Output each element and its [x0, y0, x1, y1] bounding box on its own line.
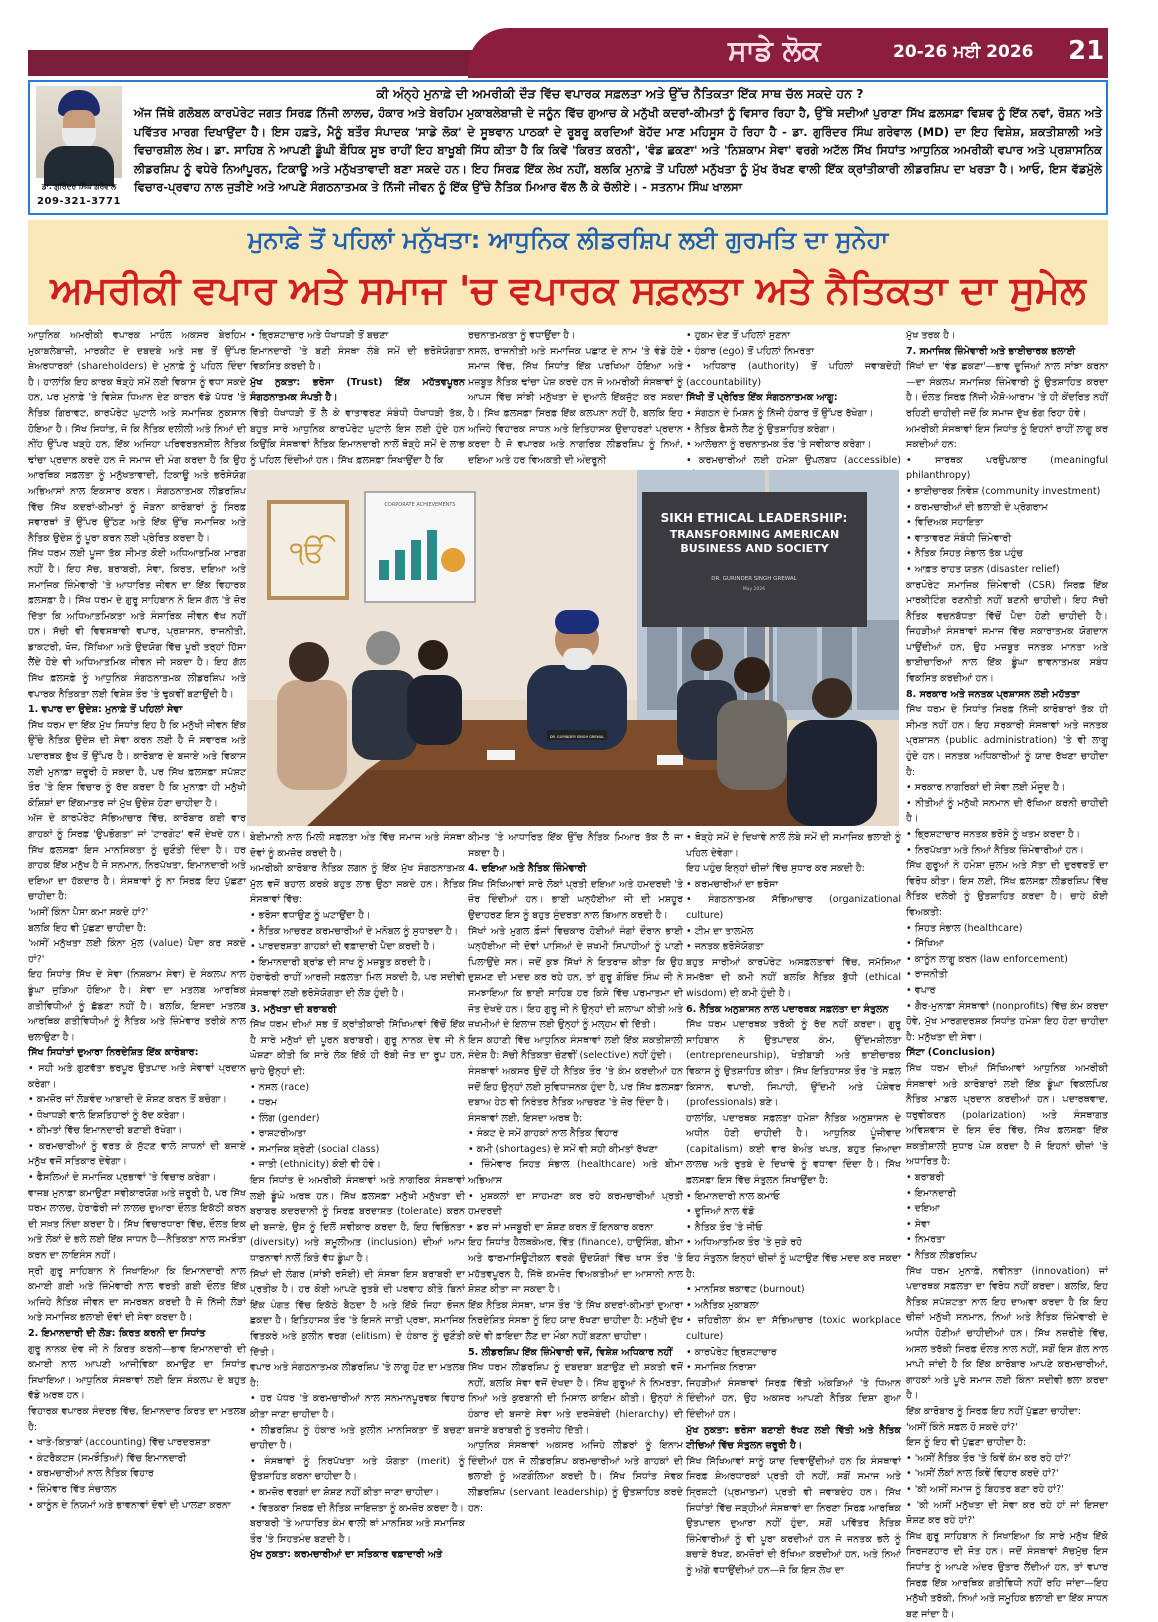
paragraph: 7. ਸਮਾਜਿਕ ਜ਼ਿੰਮੇਵਾਰੀ ਅਤੇ ਭਾਈਚਾਰਕ ਭਲਾਈ — [906, 345, 1076, 357]
paragraph: • 'ਅਸੀਂ ਲੋਕਾਂ ਨਾਲ ਕਿਵੇਂ ਵਿਹਾਰ ਕਰਦੇ ਹਾਂ?' — [906, 1468, 1059, 1480]
paragraph: • ਅਧਿਕਾਰ (authority) ਤੋਂ ਪਹਿਲਾਂ ਜਵਾਬਦੇਹੀ (accountability) — [686, 361, 901, 388]
paragraph: ਸਿੱਖਾਂ ਦੀ ਲੰਗਰ (ਸਾਂਝੀ ਰਸੋਈ) ਦੀ ਸੰਸਥਾ ਇਸ ਬਰਾਬਰੀ ਦਾ ਪ੍ਰਤੀਕ ਹੈ। ਹਰ ਕੋਈ ਆਪਣੇ ਰੁਤਬੇ ਦੀ ਪਰਵਾਹ ਕੀਤੇ ਬਿਨਾਂ ਇੱਕ ਪੰਗਤ ਵਿੱਚ ਇਕੱਠੇ ਬੈਠਦਾ ਹੈ ਅਤੇ ਇੱਕੋ ਜਿਹਾ ਭੋਜਨ ਛਕਦਾ ਹੈ। ਇਤਿਹਾਸਕ ਤੌਰ 'ਤੇ ਇਸਨੇ ਜਾਤੀ ਪ੍ਰਥਾ, ਸਮਾਜਿਕ ਵਿਤਕਰੇ ਅਤੇ ਕੁਲੀਨ ਵਰਗ (elitism) ਦੇ ਹੰਕਾਰ ਨੂੰ ਚੁਣੌਤੀ ਦਿੱਤੀ। — [250, 1268, 465, 1358]
paragraph: • ਕਾਰਪੋਰੇਟ ਭ੍ਰਿਸ਼ਟਾਚਾਰ — [686, 1346, 777, 1358]
paragraph: ਸਿੱਖ ਧਰਮ ਲਈ ਪੂਜਾ ਤੱਕ ਸੀਮਤ ਕੋਈ ਅਧਿਆਤਮਿਕ ਮਾਰਗ ਨਹੀਂ ਹੈ। ਇਹ ਸੱਚ, ਬਰਾਬਰੀ, ਸੇਵਾ, ਕਿਰਤ, ਦਇਆ ਅਤੇ ਸਮਾਜਿਕ ਜ਼ਿੰਮੇਵਾਰੀ 'ਤੇ ਆਧਾਰਿਤ ਜੀਵਨ ਦਾ ਇੱਕ ਵਿਹਾਰਕ ਫ਼ਲਸਫ਼ਾ ਹੈ। ਸਿੱਖ ਧਰਮ ਦੇ ਗੁਰੂ ਸਾਹਿਬਾਨ ਨੇ ਇਸ ਗੱਲ 'ਤੇ ਜ਼ੋਰ ਦਿੱਤਾ ਕਿ ਅਧਿਆਤਮਿਕਤਾ ਅਤੇ ਸੰਸਾਰਿਕ ਜੀਵਨ ਵੱਖ ਨਹੀਂ ਹਨ। ਸੱਚੀ ਵੀ ਵਿਵਸਥਾਵੀ ਵਪਾਰ, ਪ੍ਰਸ਼ਾਸਨ, ਰਾਜਨੀਤੀ, ਡਾਕਟਰੀ, ਖੋਜ, ਸਿੱਖਿਆ ਅਤੇ ਉਦਯੋਗ ਵਿੱਚ ਪੂਰੀ ਤਰ੍ਹਾਂ ਹਿੱਸਾ ਲੈਂਦੇ ਹੋਏ ਵੀ ਅਧਿਆਤਮਿਕ ਜੀਵਨ ਜੀ ਸਕਦਾ ਹੈ। ਇਹ ਗੱਲ ਸਿੱਖ ਫ਼ਲਸਫ਼ੇ ਨੂੰ ਆਧੁਨਿਕ ਸੰਗਠਨਾਤਮਕ ਲੀਡਰਸ਼ਿਪ ਅਤੇ ਵਪਾਰਕ ਨੈਤਿਕਤਾ ਲਈ ਵਿਸ਼ੇਸ਼ ਤੌਰ 'ਤੇ ਢੁਕਵੀਂ ਬਣਾਉਂਦੀ ਹੈ। — [28, 548, 246, 700]
nameplate-text: DR. GURINDER SINGH GREWAL — [549, 735, 605, 739]
meeting-photo — [247, 470, 899, 826]
paragraph: • ਧਰਮ — [250, 1097, 278, 1109]
paragraph: ਕੀਮਤ 'ਤੇ ਆਧਾਰਿਤ ਇੱਕ ਉੱਚ ਨੈਤਿਕ ਮਿਆਰ ਤੱਕ ਲੈ ਜਾ ਸਕਦਾ ਹੈ। — [468, 832, 683, 859]
paragraph: 'ਅਸੀਂ ਕਿੰਨੇ ਸਫ਼ਲ ਹੋ ਸਕਦੇ ਹਾਂ?' — [906, 1421, 1018, 1433]
paragraph: 'ਅਸੀਂ ਕਿੰਨਾ ਪੈਸਾ ਕਮਾ ਸਕਦੇ ਹਾਂ?' — [28, 906, 149, 918]
paragraph: ਆਧੁਨਿਕ ਸੰਸਥਾਵਾਂ ਅਕਸਰ ਅਜਿਹੇ ਲੀਡਰਾਂ ਨੂੰ ਇਨਾਮ ਦਿੰਦੀਆਂ ਹਨ ਜੋ ਲੀਡਰਸ਼ਿਪ ਕਰਮਚਾਰੀਆਂ ਅਤੇ ਗਾਹਕਾਂ ਦੀ ਭਲਾਈ ਨੂੰ ਅਣਗੌਲਿਆ ਕਰਦੀ ਹੈ। ਸਿੱਖ ਸਿਧਾਂਤ ਸੇਵਕ ਲੀਡਰਸ਼ਿਪ (servant leadership) ਨੂੰ ਉਤਸ਼ਾਹਿਤ ਕਰਦੇ ਹਨ: — [468, 1440, 683, 1514]
paragraph: • ਸੰਸਥਾਵਾਂ ਨੂੰ ਨਿਰਪੱਖਤਾ ਅਤੇ ਯੋਗਤਾ (merit) ਨੂੰ ਉਤਸ਼ਾਹਿਤ ਕਰਨਾ ਚਾਹੀਦਾ ਹੈ। — [250, 1455, 465, 1483]
paragraph: • ਨੈਤਿਕ ਲੀਡਰਸ਼ਿਪ — [906, 1250, 977, 1262]
paragraph: ਅਮਰੀਕੀ ਕਾਰੋਬਾਰ ਨੈਤਿਕ ਲਗਨ ਨੂੰ ਇੱਕ ਮੁੱਖ ਸੰਗਠਨਾਤਮਕ ਮੁੱਲ ਵਜੋਂ ਬਹਾਲ ਕਰਕੇ ਬਹੁਤ ਲਾਭ ਉਠਾ ਸਕਦੇ ਹਨ। ਨੈਤਿਕ ਸੰਸਥਾਵਾਂ ਵਿੱਚ: — [250, 863, 465, 906]
paragraph: • ਕਮਜ਼ੋਰ ਵਰਗਾਂ ਦਾ ਸ਼ੋਸ਼ਣ ਨਹੀਂ ਕੀਤਾ ਜਾਣਾ ਚਾਹੀਦਾ। — [250, 1486, 440, 1498]
article-column-3-top — [468, 328, 683, 468]
paragraph: ਜਿਹੜੀਆਂ ਸੰਸਥਾਵਾਂ ਸਿਰਫ਼ ਵਿੱਤੀ ਅੰਕੜਿਆਂ 'ਤੇ ਧਿਆਨ ਦਿੰਦੀਆਂ ਹਨ, ਉਹ ਅਕਸਰ ਆਪਣੀ ਨੈਤਿਕ ਦਿਸ਼ਾ ਗੁਆ ਦਿੰਦੀਆਂ ਹਨ। — [686, 1377, 901, 1420]
paragraph: • ਫੈਸਲਿਆਂ ਦੇ ਸਮਾਜਿਕ ਪ੍ਰਭਾਵਾਂ 'ਤੇ ਵਿਚਾਰ ਕਰੇਗਾ। — [28, 1172, 217, 1184]
paragraph: ਸਿੱਖ ਧਰਮ ਦੀਆਂ ਸਿੱਖਿਆਵਾਂ ਆਧੁਨਿਕ ਅਮਰੀਕੀ ਸੰਸਥਾਵਾਂ ਅਤੇ ਕਾਰੋਬਾਰਾਂ ਲਈ ਇੱਕ ਡੂੰਘਾ ਵਿਕਲਪਿਕ ਨੈਤਿਕ ਮਾਡਲ ਪ੍ਰਦਾਨ ਕਰਦੀਆਂ ਹਨ। ਪਦਾਰਥਵਾਦ, ਧਰੁਵੀਕਰਨ (polarization) ਅਤੇ ਸੰਸਥਾਗਤ ਅਵਿਸ਼ਵਾਸ ਦੇ ਇਸ ਦੌਰ ਵਿੱਚ, ਸਿੱਖ ਫ਼ਲਸਫ਼ਾ ਇੱਕ ਸ਼ਕਤੀਸ਼ਾਲੀ ਸੁਧਾਰ ਪੇਸ਼ ਕਰਦਾ ਹੈ ਜੋ ਇਹਨਾਂ ਚੀਜ਼ਾਂ 'ਤੇ ਅਧਾਰਿਤ ਹੈ: — [906, 1062, 1108, 1168]
paragraph: ਸਿੱਖ ਧਰਮ ਪਦਾਰਥਕ ਤਰੱਕੀ ਨੂੰ ਰੱਦ ਨਹੀਂ ਕਰਦਾ। ਗੁਰੂ ਸਾਹਿਬਾਨ ਨੇ ਉਤਪਾਦਕ ਕੰਮ, ਉੱਦਮਸ਼ੀਲਤਾ (entrepreneurship), ਖੇਤੀਬਾੜੀ ਅਤੇ ਭਾਈਚਾਰਕ ਵਿਕਾਸ ਨੂੰ ਉਤਸ਼ਾਹਿਤ ਕੀਤਾ। ਸਿੱਖ ਇਤਿਹਾਸਕ ਤੌਰ 'ਤੇ ਸਫ਼ਲ ਕਿਸਾਨ, ਵਪਾਰੀ, ਸਿਪਾਹੀ, ਉੱਦਮੀ ਅਤੇ ਪੇਸ਼ੇਵਰ (professionals) ਬਣੇ। — [686, 1019, 901, 1109]
poster-date: May 2026 — [742, 587, 766, 592]
paragraph: • ਦਇਆ — [906, 1203, 940, 1215]
article-column-5 — [906, 328, 1108, 1620]
paragraph: ਕਾਰਪੋਰੇਟ ਸਮਾਜਿਕ ਜ਼ਿੰਮੇਵਾਰੀ (CSR) ਸਿਰਫ਼ ਇੱਕ ਮਾਰਕੀਟਿੰਗ ਰਣਨੀਤੀ ਨਹੀਂ ਬਣਨੀ ਚਾਹੀਦੀ। ਇਹ ਸੱਚੀ ਨੈਤਿਕ ਵਚਨਬੱਧਤਾ ਵਿੱਚੋਂ ਪੈਦਾ ਹੋਣੀ ਚਾਹੀਦੀ ਹੈ। ਜਿਹੜੀਆਂ ਸੰਸਥਾਵਾਂ ਸਮਾਜ ਵਿੱਚ ਸਕਾਰਾਤਮਕ ਯੋਗਦਾਨ ਪਾਉਂਦੀਆਂ ਹਨ, ਉਹ ਮਜ਼ਬੂਤ ਜਨਤਕ ਮਾਨਤਾ ਅਤੇ ਭਾਈਚਾਰਿਆਂ ਨਾਲ ਇੱਕ ਡੂੰਘਾ ਭਾਵਨਾਤਮਕ ਸਬੰਧ ਵਿਕਸਿਤ ਕਰਦੀਆਂ ਹਨ। — [906, 579, 1108, 685]
poster-author: DR. GURINDER SINGH GREWAL — [711, 576, 797, 582]
paragraph: ਇੱਕ ਨੈਤਿਕ ਸੰਸਥਾ, ਖਾਸ ਤੌਰ 'ਤੇ ਸਿੱਖ ਕਦਰਾਂ-ਕੀਮਤਾਂ ਦੁਆਰਾ ਨਿਰਦੇਸ਼ਿਤ ਸੰਸਥਾ ਨੂੰ ਇਹ ਯਾਦ ਰੱਖਣਾ ਚਾਹੀਦਾ ਹੈ: ਮਨੁੱਖੀ ਦੁੱਖ ਕਦੇ ਵੀ ਫ਼ਾਇਦਾ ਲੈਣ ਦਾ ਮੌਕਾ ਨਹੀਂ ਬਣਨਾ ਚਾਹੀਦਾ। — [468, 1299, 683, 1342]
paragraph: • ਸੰਕਟ ਦੇ ਸਮੇਂ ਗਾਹਕਾਂ ਨਾਲ ਨੈਤਿਕ ਵਿਹਾਰ — [468, 1128, 619, 1140]
article-column-4-bottom — [686, 830, 901, 1584]
paragraph: • ਨੈਤਿਕ ਸਿਹਤ ਸੰਭਾਲ ਤੱਕ ਪਹੁੰਚ — [906, 548, 1023, 560]
author-photo — [36, 86, 122, 178]
paragraph: • ਇਮਾਨਦਾਰੀ — [906, 1187, 957, 1199]
paragraph: • ਕਮਜ਼ੋਰ ਜਾਂ ਲੋੜਵੰਦ ਆਬਾਦੀ ਦੇ ਸ਼ੋਸ਼ਣ ਕਰਨ ਤੋਂ ਬਚੇਗਾ। — [28, 1094, 227, 1106]
paragraph: • ਨੀਤੀਆਂ ਨੂੰ ਮਨੁੱਖੀ ਸਨਮਾਨ ਦੀ ਰੱਖਿਆ ਕਰਨੀ ਚਾਹੀਦੀ ਹੈ। — [906, 797, 1108, 825]
paragraph: ਇੱਕ ਕਾਰੋਬਾਰ ਨੂੰ ਸਿਰਫ਼ ਇਹ ਨਹੀਂ ਪੁੱਛਣਾ ਚਾਹੀਦਾ: — [906, 1405, 1081, 1417]
paragraph: • ਲਿੰਗ (gender) — [250, 1112, 320, 1124]
paragraph: ਸੰਸਥਾਵਾਂ ਅਕਸਰ ਉਦੋਂ ਹੀ ਨੈਤਿਕ ਤੌਰ 'ਤੇ ਕੰਮ ਕਰਦੀਆਂ ਹਨ ਜਦੋਂ ਇਹ ਉਨ੍ਹਾਂ ਲਈ ਸੁਵਿਧਾਜਨਕ ਹੁੰਦਾ ਹੈ, ਪਰ ਸਿੱਖ ਫ਼ਲਸਫ਼ਾ ਦਬਾਅ ਹੇਠ ਵੀ ਨਿਰੰਤਰ ਨੈਤਿਕ ਆਚਰਣ 'ਤੇ ਜ਼ੋਰ ਦਿੰਦਾ ਹੈ। — [468, 1065, 683, 1109]
paragraph: • ਭਰੋਸਾ ਵਧਾਉਣ ਨੂੰ ਘਟਾਉਂਦਾ ਹੈ। — [250, 909, 371, 921]
paragraph: • ਕੰਟਰੈਕਟਸ (ਸਮਝੌਤਿਆਂ) ਵਿੱਚ ਇਮਾਨਦਾਰੀ — [28, 1452, 187, 1464]
paragraph: 1. ਵਪਾਰ ਦਾ ਉਦੇਸ਼: ਮੁਨਾਫ਼ੇ ਤੋਂ ਪਹਿਲਾਂ ਸੇਵਾ — [28, 704, 183, 716]
paragraph: • ਸੰਗਠਨ ਦੇ ਮਿਸ਼ਨ ਨੂੰ ਨਿੱਜੀ ਹੰਕਾਰ ਤੋਂ ਉੱਪਰ ਰੱਖੇਗਾ। — [686, 407, 874, 419]
paragraph: • ਕਰਮਚਾਰੀਆਂ ਦੀ ਭਲਾਈ ਦੇ ਪ੍ਰੋਗਰਾਮ — [906, 501, 1048, 513]
paragraph: • ਨਿਮਰਤਾ — [906, 1234, 945, 1246]
paragraph: ਸਿੱਖ ਧਰਮ ਮੁਨਾਫ਼ੇ, ਨਵੀਨਤਾ (innovation) ਜਾਂ ਪਦਾਰਥਕ ਸਫ਼ਲਤਾ ਦਾ ਵਿਰੋਧ ਨਹੀਂ ਕਰਦਾ। ਬਲਕਿ, ਇਹ ਨੈਤਿਕ ਸਪੱਸ਼ਟਤਾ ਨਾਲ ਇਹ ਦਾਅਵਾ ਕਰਦਾ ਹੈ ਕਿ ਇਹ ਚੀਜ਼ਾਂ ਮਨੁੱਖੀ ਸਨਮਾਨ, ਨਿਆਂ ਅਤੇ ਨੈਤਿਕ ਜ਼ਿੰਮੇਵਾਰੀ ਦੇ ਅਧੀਨ ਹੋਣੀਆਂ ਚਾਹੀਦੀਆਂ ਹਨ। ਸਿੱਖ ਨਜ਼ਰੀਏ ਵਿੱਚ, ਅਸਲ ਤਰੱਕੀ ਸਿਰਫ਼ ਦੌਲਤ ਨਾਲ ਨਹੀਂ, ਸਗੋਂ ਇਸ ਗੱਲ ਨਾਲ ਮਾਪੀ ਜਾਂਦੀ ਹੈ ਕਿ ਇੱਕ ਕਾਰੋਬਾਰ ਆਪਣੇ ਕਰਮਚਾਰੀਆਂ, ਗਾਹਕਾਂ ਅਤੇ ਪੂਰੇ ਸਮਾਜ ਲਈ ਕਿੰਨਾ ਸਦੀਵੀ ਭਲਾ ਕਰਦਾ ਹੈ। — [906, 1265, 1108, 1402]
poster-title: SIKH ETHICAL LEADERSHIP: — [660, 511, 848, 525]
paragraph: • ਵਿਤਕਰਾ ਸਿਰਫ਼ ਦੀ ਨੈਤਿਕ ਜਾਇਜ਼ਤਾ ਨੂੰ ਕਮਜ਼ੋਰ ਕਰਦਾ ਹੈ। — [250, 1502, 465, 1514]
paragraph: • ਸਮਾਜਿਕ ਸ਼੍ਰੇਣੀ (social class) — [250, 1143, 380, 1155]
paragraph: • ਕਰਮਚਾਰੀਆਂ ਨੂੰ ਵਰਤ ਕੇ ਸੁੱਟਣ ਵਾਲੇ ਸਾਧਨਾਂ ਦੀ ਬਜਾਏ ਮਨੁੱਖ ਵਜੋਂ ਸਤਿਕਾਰ ਦੇਵੇਗਾ। — [28, 1140, 246, 1168]
paragraph: • ਭ੍ਰਿਸ਼ਟਾਚਾਰ ਜਨਤਕ ਭਰੋਸੇ ਨੂੰ ਖਤਮ ਕਰਦਾ ਹੈ। — [906, 829, 1081, 840]
paragraph: ਸਿੱਖ ਧਰਮ ਦੇ ਸਿਧਾਂਤ ਸਿਰਫ਼ ਨਿੱਜੀ ਕਾਰੋਬਾਰਾਂ ਤੱਕ ਹੀ ਸੀਮਤ ਨਹੀਂ ਹਨ। ਇਹ ਸਰਕਾਰੀ ਸੰਸਥਾਵਾਂ ਅਤੇ ਜਨਤਕ ਪ੍ਰਸ਼ਾਸਨ (public administration) 'ਤੇ ਵੀ ਲਾਗੂ ਹੁੰਦੇ ਹਨ। ਜਨਤਕ ਅਧਿਕਾਰੀਆਂ ਨੂੰ ਯਾਦ ਰੱਖਣਾ ਚਾਹੀਦਾ ਹੈ: — [906, 704, 1108, 778]
paragraph: • ਇਮਾਨਦਾਰੀ ਨਾਲ ਕਮਾਓ — [686, 1190, 780, 1202]
paragraph: • ਦੂਜਿਆਂ ਨਾਲ ਵੰਡੋ — [686, 1206, 755, 1218]
paragraph: ਬੇਈਮਾਨੀ ਨਾਲ ਮਿਲੀ ਸਫ਼ਲਤਾ ਅੰਤ ਵਿੱਚ ਸਮਾਜ ਅਤੇ ਸੰਸਥਾ ਦੋਵਾਂ ਨੂੰ ਕਮਜ਼ੋਰ ਕਰਦੀ ਹੈ। — [250, 832, 465, 859]
paragraph: ਵਿਹਾਰਕ ਵਪਾਰਕ ਸੰਦਰਭ ਵਿੱਚ, ਇਮਾਨਦਾਰ ਕਿਰਤ ਦਾ ਮਤਲਬ ਹੈ: — [28, 1405, 246, 1433]
paragraph: ਬਹੁਤ ਸਾਰੀਆਂ ਕਾਰਪੋਰੇਟ ਅਸਫ਼ਲਤਾਵਾਂ ਵਿੱਚ, ਸਮੱਸਿਆ ਸਮਰੱਥਾ ਦੀ ਕਮੀ ਨਹੀਂ ਬਲਕਿ ਨੈਤਿਕ ਬੁੱਧੀ (ethical wisdom) ਦੀ ਕਮੀ ਹੁੰਦੀ ਹੈ। — [686, 956, 901, 999]
paragraph: • ਡਰ ਜਾਂ ਮਜਬੂਰੀ ਦਾ ਸ਼ੋਸ਼ਣ ਕਰਨ ਤੋਂ ਇਨਕਾਰ ਕਰਨਾ — [468, 1221, 654, 1233]
paragraph: • ਥੋੜ੍ਹੇ ਸਮੇਂ ਦੇ ਦਿਖਾਵੇ ਨਾਲੋਂ ਲੰਬੇ ਸਮੇਂ ਦੀ ਸਮਾਜਿਕ ਭਲਾਈ ਨੂੰ ਪਹਿਲ ਦੇਵੇਗਾ। — [686, 832, 901, 859]
article-column-2-top — [250, 328, 465, 468]
paragraph: ਇਹ ਪਹੁੰਚ ਇਨ੍ਹਾਂ ਚੀਜ਼ਾਂ ਵਿੱਚ ਸੁਧਾਰ ਕਰ ਸਕਦੀ ਹੈ: — [686, 863, 865, 875]
paragraph: • ਵਿਦਿਅਕ ਸਹਾਇਤਾ — [906, 517, 984, 529]
paragraph: 3. ਮਨੁੱਖਤਾ ਦੀ ਬਰਾਬਰੀ — [250, 1003, 337, 1015]
paragraph: ਸਿੱਖ ਸਿੱਖਿਆਵਾਂ ਸਾਨੂੰ ਯਾਦ ਦਿਵਾਉਂਦੀਆਂ ਹਨ ਕਿ ਸੰਸਥਾਵਾਂ ਸਿਰਫ਼ ਸ਼ੇਅਰਧਾਰਕਾਂ ਪ੍ਰਤੀ ਹੀ ਨਹੀਂ, ਸਗੋਂ ਸਮਾਜ ਅਤੇ ਸ੍ਰਿਸ਼ਟੀ (ਪ੍ਰਮਾਤਮਾ) ਪ੍ਰਤੀ ਵੀ ਜਵਾਬਦੇਹ ਹਨ। ਸਿੱਖ ਸਿਧਾਂਤਾਂ ਵਿੱਚ ਜੜ੍ਹੀਆਂ ਸੰਸਥਾਵਾਂ ਦਾ ਨਿਰਣਾ ਸਿਰਫ਼ ਆਰਥਿਕ ਉਤਪਾਦਨ ਦੁਆਰਾ ਨਹੀਂ ਹੁੰਦਾ, ਸਗੋਂ ਪਵਿੱਤਰ ਨੈਤਿਕ ਜ਼ਿੰਮੇਵਾਰੀਆਂ ਨੂੰ ਵੀ ਪੂਰਾ ਕਰਦੀਆਂ ਹਨ ਜੋ ਜਨਤਕ ਭਲੇ ਨੂੰ ਬਚਾਏ ਰੱਖਣ, ਕਮਜ਼ੋਰਾਂ ਦੀ ਰੱਖਿਆ ਕਰਦੀਆਂ ਹਨ, ਅਤੇ ਨਿਆਂ ਨੂੰ ਅੱਗੇ ਵਧਾਉਂਦੀਆਂ ਹਨ—ਜੋ ਕਿ ਇਸ ਲੇਖ ਦਾ — [686, 1455, 901, 1576]
paragraph: • ਰਾਸ਼ਟਰੀਅਤਾ — [250, 1128, 306, 1140]
paragraph: • ਕਾਨੂੰਨ ਲਾਗੂ ਕਰਨ (law enforcement) — [906, 953, 1068, 965]
paragraph: ਮੁੱਖ ਨੁਕਤਾ: ਭਰੋਸਾ (Trust) ਇੱਕ ਮਹੱਤਵਪੂਰਨ ਸੰਗਠਨਾਤਮਕ ਸੰਪਤੀ ਹੈ। — [250, 376, 465, 404]
paragraph: • ਸੰਗਠਨਾਤਮਕ ਸੱਭਿਆਚਾਰ (organizational culture) — [686, 894, 901, 921]
paragraph: • ਹੰਕਾਰ (ego) ਤੋਂ ਪਹਿਲਾਂ ਨਿਮਰਤਾ — [686, 345, 815, 357]
paragraph: • ਨੈਤਿਕ ਆਚਰਣ ਕਰਮਚਾਰੀਆਂ ਦੇ ਮਨੋਬਲ ਨੂੰ ਸੁਧਾਰਦਾ ਹੈ। — [250, 925, 459, 937]
paragraph: • ਸਮਾਜਿਕ ਨਿਰਾਸ਼ਾ — [686, 1362, 757, 1374]
paragraph: • ਅਧਿਆਤਮਿਕ ਤੌਰ 'ਤੇ ਜੁੜੇ ਰਹੋ — [686, 1237, 803, 1249]
editor-question: ਕੀ ਅੰਨ੍ਹੇ ਮੁਨਾਫ਼ੇ ਦੀ ਅਮਰੀਕੀ ਦੌੜ ਵਿੱਚ ਵਪਾਰਕ ਸਫ਼ਲਤਾ ਅਤੇ ਉੱਚ ਨੈਤਿਕਤਾ ਇੱਕ ਸਾਥ ਚੱਲ ਸਕਦੇ ਹਨ ? — [376, 86, 864, 101]
paragraph: • ਖਾਤੇ-ਕਿਤਾਬਾਂ (accounting) ਵਿੱਚ ਪਾਰਦਰਸ਼ਤਾ — [28, 1437, 211, 1449]
paragraph: • ਜਾਤੀ (ethnicity) ਕੋਈ ਵੀ ਹੋਵੇ। — [250, 1159, 381, 1171]
paragraph: • ਗੈਰ-ਮੁਨਾਫ਼ਾ ਸੰਸਥਾਵਾਂ (nonprofits) ਵਿੱਚ ਕੰਮ ਕਰਦਾ ਹੋਵੇ, ਮੁੱਖ ਮਾਰਗਦਰਸ਼ਕ ਸਿਧਾਂਤ ਹਮੇਸ਼ਾ ਇਹ ਹੋਣਾ ਚਾਹੀਦਾ ਹੈ: ਮਨੁੱਖਤਾ ਦੀ ਸੇਵਾ। — [906, 1000, 1108, 1043]
chart-frame-label: CORPORATE ACHIEVEMENTS — [384, 502, 456, 508]
paragraph: ਸਿੱਖ ਸਿੱਖਿਆਵਾਂ ਸਾਰੇ ਲੋਕਾਂ ਪ੍ਰਤੀ ਦਇਆ ਅਤੇ ਹਮਦਰਦੀ 'ਤੇ ਜ਼ੋਰ ਦਿੰਦੀਆਂ ਹਨ। ਭਾਈ ਘਨ੍ਹੱਈਆ ਜੀ ਦੀ ਮਸ਼ਹੂਰ ਉਦਾਹਰਣ ਇਸ ਨੂੰ ਬਹੁਤ ਸੁੰਦਰਤਾ ਨਾਲ ਬਿਆਨ ਕਰਦੀ ਹੈ। — [468, 878, 683, 921]
paragraph: 5. ਲੀਡਰਸ਼ਿਪ ਇੱਕ ਜ਼ਿੰਮੇਵਾਰੀ ਵਜੋਂ, ਵਿਸ਼ੇਸ਼ ਅਧਿਕਾਰ ਨਹੀਂ — [468, 1346, 673, 1358]
paragraph: ਵਪਾਰ ਅਤੇ ਸੰਗਠਨਾਤਮਕ ਲੀਡਰਸ਼ਿਪ 'ਤੇ ਲਾਗੂ ਹੋਣ ਦਾ ਮਤਲਬ ਹੈ: — [250, 1362, 465, 1389]
paragraph: • ਭ੍ਰਿਸ਼ਟਾਚਾਰ ਅਤੇ ਧੋਖਾਧੜੀ ਤੋਂ ਬਚਣਾ — [250, 330, 389, 341]
header-bar — [28, 50, 488, 76]
headline-banner — [28, 220, 1108, 325]
paragraph: ਸੰਸਥਾਵਾਂ ਲਈ, ਇਸਦਾ ਅਰਥ ਹੈ: — [468, 1112, 583, 1124]
paragraph: • 'ਅਸੀਂ ਨੈਤਿਕ ਤੌਰ 'ਤੇ ਕਿਵੇਂ ਕੰਮ ਕਰ ਰਹੇ ਹਾਂ?' — [906, 1452, 1072, 1464]
paragraph: • ਸੇਵਾ — [906, 1218, 930, 1230]
article-column-2-bottom — [250, 830, 465, 1584]
editor-note-text: ਅੱਜ ਜਿੱਥੇ ਗਲੋਬਲ ਕਾਰਪੋਰੇਟ ਜਗਤ ਸਿਰਫ਼ ਨਿੱਜੀ ਲਾਲਚ, ਹੰਕਾਰ ਅਤੇ ਬੇਰਹਿਮ ਮੁਕਾਬਲੇਬਾਜ਼ੀ ਦੇ ਜਨੂੰਨ ਵਿੱਚ ਗੁਆਚ ਕੇ ਮਨੁੱਖੀ ਕਦਰਾਂ-ਕੀਮਤਾਂ ਨੂੰ ਵਿਸਾਰ ਰਿਹਾ ਹੈ, ਉੱਥੇ ਸਦੀਆਂ ਪੁਰਾਣਾ ਸਿੱਖ ਫ਼ਲਸਫ਼ਾ ਵਿਸ਼ਵ ਨੂੰ ਇੱਕ ਨਵਾਂ, ਰੋਸ਼ਨ ਅਤੇ ਪਵਿੱਤਰ ਮਾਰਗ ਦਿਖਾਉਂਦਾ ਹੈ। ਇਸ ਹਫ਼ਤੇ, ਮੈਨੂੰ ਬਤੌਰ ਸੰਪਾਦਕ 'ਸਾਡੇ ਲੋਕ' ਦੇ ਸੂਝਵਾਨ ਪਾਠਕਾਂ ਦੇ ਰੂਬਰੂ ਕਰਦਿਆਂ ਬੇਹੱਦ ਮਾਣ ਮਹਿਸੂਸ ਹੋ ਰਿਹਾ ਹੈ - ਡਾ. ਗੁਰਿੰਦਰ ਸਿੰਘ ਗਰੇਵਾਲ (MD) ਦਾ ਇਹ ਵਿਸ਼ੇਸ਼, ਸ਼ਕਤੀਸ਼ਾਲੀ ਅਤੇ ਵਿਚਾਰਸ਼ੀਲ ਲੇਖ। ਡਾ. ਸਾਹਿਬ ਨੇ ਆਪਣੀ ਡੂੰਘੀ ਬੌਧਿਕ ਸੂਝ ਰਾਹੀਂ ਇਹ ਬਾਖੂਬੀ ਸਿੱਧ ਕੀਤਾ ਹੈ ਕਿ ਕਿਵੇਂ 'ਕਿਰਤ ਕਰਨੀ', 'ਵੰਡ ਛਕਣਾ' ਅਤੇ 'ਨਿਸ਼ਕਾਮ ਸੇਵਾ' ਵਰਗੇ ਅਟੱਲ ਸਿੱਖ ਸਿਧਾਂਤ ਆਧੁਨਿਕ ਅਮਰੀਕੀ ਵਪਾਰ ਅਤੇ ਪ੍ਰਸ਼ਾਸਨਿਕ ਲੀਡਰਸ਼ਿਪ ਨੂੰ ਵਧੇਰੇ ਨਿਆਂਪੂਰਨ, ਟਿਕਾਊ ਅਤੇ ਮਨੁੱਖਤਾਵਾਦੀ ਬਣਾ ਸਕਦੇ ਹਨ। ਇਹ ਸਿਰਫ਼ ਇੱਕ ਲੇਖ ਨਹੀਂ, ਬਲਕਿ ਮੁਨਾਫ਼ੇ ਤੋਂ ਪਹਿਲਾਂ ਮਨੁੱਖਤਾ ਨੂੰ ਮੁੱਖ ਰੱਖਣ ਵਾਲੀ ਇੱਕ ਕ੍ਰਾਂਤੀਕਾਰੀ ਲੀਡਰਸ਼ਿਪ ਦਾ ਖਰੜਾ ਹੈ। ਆਓ, ਇਸ ਵੱਡਮੁੱਲੇ ਵਿਚਾਰ-ਪ੍ਰਵਾਹ ਨਾਲ ਜੁੜੀਏ ਅਤੇ ਆਪਣੇ ਸੰਗਠਨਾਤਮਕ ਤੇ ਨਿੱਜੀ ਜੀਵਨ ਨੂੰ ਇੱਕ ਉੱਚੇ ਨੈਤਿਕ ਮਿਆਰ ਵੱਲ ਲੈ ਕੇ ਚੱਲੀਏ। - ਸਤਨਾਮ ਸਿੰਘ ਖਾਲਸਾ — [134, 106, 1102, 195]
paragraph: ਸਿੱਖਾਂ ਅਤੇ ਮੁਗਲ ਫ਼ੌਜਾਂ ਵਿਚਕਾਰ ਹੋਈਆਂ ਜੰਗਾਂ ਦੌਰਾਨ ਭਾਈ ਘਨ੍ਹੱਈਆ ਜੀ ਦੋਵਾਂ ਪਾਸਿਆਂ ਦੇ ਜ਼ਖਮੀ ਸਿਪਾਹੀਆਂ ਨੂੰ ਪਾਣੀ ਪਿਲਾਉਂਦੇ ਸਨ। ਜਦੋਂ ਕੁਝ ਸਿੱਖਾਂ ਨੇ ਇਤਰਾਜ਼ ਕੀਤਾ ਕਿ ਉਹ ਦੁਸ਼ਮਣ ਦੀ ਮਦਦ ਕਰ ਰਹੇ ਹਨ, ਤਾਂ ਗੁਰੂ ਗੋਬਿੰਦ ਸਿੰਘ ਜੀ ਨੇ ਸਮਝਾਇਆ ਕਿ ਭਾਈ ਸਾਹਿਬ ਹਰ ਕਿਸੇ ਵਿੱਚ ਪਰਮਾਤਮਾ ਦੀ ਜੋਤ ਦੇਖਦੇ ਹਨ। ਇਹ ਗੁਰੂ ਜੀ ਨੇ ਉਨ੍ਹਾਂ ਦੀ ਸ਼ਲਾਘਾ ਕੀਤੀ ਅਤੇ ਜ਼ਖਮੀਆਂ ਦੇ ਇਲਾਜ ਲਈ ਉਨ੍ਹਾਂ ਨੂੰ ਮਲ੍ਹਮ ਵੀ ਦਿੱਤੀ। — [468, 925, 683, 1031]
paragraph: • ਹੁਕਮ ਦੇਣ ਤੋਂ ਪਹਿਲਾਂ ਸੁਣਨਾ — [686, 330, 791, 341]
paragraph: ਸਿੱਖ ਧਰਮ ਲੀਡਰਸ਼ਿਪ ਨੂੰ ਦਬਦਬਾ ਬਣਾਉਣ ਦੀ ਸ਼ਕਤੀ ਵਜੋਂ ਨਹੀਂ, ਬਲਕਿ ਸੇਵਾ ਵਜੋਂ ਦੇਖਦਾ ਹੈ। ਸਿੱਖ ਗੁਰੂਆਂ ਨੇ ਨਿਮਰਤਾ, ਨਿਆਂ ਅਤੇ ਕੁਰਬਾਨੀ ਦੀ ਮਿਸਾਲ ਕਾਇਮ ਕੀਤੀ। ਉਨ੍ਹਾਂ ਨੇ ਹੰਕਾਰ ਦੀ ਬਜਾਏ ਸੇਵਾ ਅਤੇ ਦਰਜੇਬੰਦੀ (hierarchy) ਦੀ ਬਜਾਏ ਬਰਾਬਰੀ ਨੂੰ ਤਰਜੀਹ ਦਿੱਤੀ। — [468, 1362, 683, 1436]
paragraph: ਇਮਾਨਦਾਰੀ 'ਤੇ ਬਣੀ ਸੰਸਥਾ ਲੰਬੇ ਸਮੇਂ ਦੀ ਭਰੋਸੇਯੋਗਤਾ ਵਿਕਸਿਤ ਕਰਦੀ ਹੈ। — [250, 345, 465, 373]
author-phone: 209-321-3771 — [37, 196, 121, 207]
paragraph: • ਹਰ ਪੱਧਰ 'ਤੇ ਕਰਮਚਾਰੀਆਂ ਨਾਲ ਸਨਮਾਨਪੂਰਵਕ ਵਿਹਾਰ ਕੀਤਾ ਜਾਣਾ ਚਾਹੀਦਾ ਹੈ। — [250, 1393, 465, 1420]
paragraph: • ਸਹੀ ਅਤੇ ਗੁਣਵੱਤਾ ਭਰਪੂਰ ਉਤਪਾਦ ਅਤੇ ਸੇਵਾਵਾਂ ਪ੍ਰਦਾਨ ਕਰੇਗਾ। — [28, 1062, 246, 1090]
paragraph: ਇਸ ਕਹਾਣੀ ਵਿੱਚ ਆਧੁਨਿਕ ਸੰਸਥਾਵਾਂ ਲਈ ਇੱਕ ਸ਼ਕਤੀਸ਼ਾਲੀ ਸੰਦੇਸ਼ ਹੈ: ਸੱਚੀ ਨੈਤਿਕਤਾ ਚੋਣਵੀਂ (selective) ਨਹੀਂ ਹੁੰਦੀ। — [468, 1034, 683, 1062]
paragraph: ਬਰਾਬਰੀ 'ਤੇ ਆਧਾਰਿਤ ਕੰਮ ਵਾਲੀ ਥਾਂ ਮਾਨਸਿਕ ਅਤੇ ਸਮਾਜਿਕ ਤੌਰ 'ਤੇ ਸਿਹਤਮੰਦ ਬਣਦੀ ਹੈ। — [250, 1518, 465, 1545]
paragraph: • ਸਿੱਖਿਆ — [906, 938, 944, 950]
paragraph: • ਨੈਤਿਕ ਫੈਸਲੇ ਲੈਣ ਨੂੰ ਉਤਸ਼ਾਹਿਤ ਕਰੇਗਾ। — [686, 423, 836, 435]
paragraph: ਬਲਕਿ ਇਹ ਵੀ ਪੁੱਛਣਾ ਚਾਹੀਦਾ ਹੈ: — [28, 922, 147, 934]
paragraph: • ਆਫ਼ਤ ਰਾਹਤ ਯਤਨ (disaster relief) — [906, 563, 1060, 575]
paragraph: ਵਿੱਤੀ ਧੋਖਾਧੜੀ ਤੋਂ ਲੈ ਕੇ ਵਾਤਾਵਰਣ ਸੰਬੰਧੀ ਧੋਖਾਧੜੀ ਤੱਕ, ਬਹੁਤ ਸਾਰੇ ਆਧੁਨਿਕ ਕਾਰਪੋਰੇਟ ਘੁਟਾਲੇ ਇਸ ਲਈ ਹੁੰਦੇ ਹਨ ਕਿਉਂਕਿ ਸੰਸਥਾਵਾਂ ਨੈਤਿਕ ਇਮਾਨਦਾਰੀ ਨਾਲੋਂ ਥੋੜ੍ਹੇ ਸਮੇਂ ਦੇ ਲਾਭ ਨੂੰ ਪਹਿਲ ਦਿੰਦੀਆਂ ਹਨ। ਸਿੱਖ ਫ਼ਲਸਫ਼ਾ ਸਿਖਾਉਂਦਾ ਹੈ ਕਿ — [250, 407, 465, 466]
paragraph: • ਜ਼ਿੰਮੇਵਾਰ ਵਿੱਤ ਸੰਚਾਲਨ — [28, 1483, 117, 1495]
paragraph: • ਪਾਰਦਰਸ਼ਤਾ ਗਾਹਕਾਂ ਦੀ ਵਫ਼ਾਦਾਰੀ ਪੈਦਾ ਕਰਦੀ ਹੈ। — [250, 941, 436, 953]
paragraph: ਹੇਰਾਫੇਰੀ ਰਾਹੀਂ ਆਰਜ਼ੀ ਸਫ਼ਲਤਾ ਮਿਲ ਸਕਦੀ ਹੈ, ਪਰ ਸਦੀਵੀ ਸੰਸਥਾਵਾਂ ਲਈ ਭਰੋਸੇਯੋਗਤਾ ਦੀ ਲੋੜ ਹੁੰਦੀ ਹੈ। — [250, 972, 465, 999]
kicker-headline: ਮੁਨਾਫ਼ੇ ਤੋਂ ਪਹਿਲਾਂ ਮਨੁੱਖਤਾ: ਆਧੁਨਿਕ ਲੀਡਰਸ਼ਿਪ ਲਈ ਗੁਰਮਤਿ ਦਾ ਸੁਨੇਹਾ — [247, 226, 889, 254]
paragraph: ਆਧੁਨਿਕ ਅਮਰੀਕੀ ਵਪਾਰਕ ਮਾਹੌਲ ਅਕਸਰ ਬੇਰਹਿਮ ਮੁਕਾਬਲੇਬਾਜ਼ੀ, ਮਾਰਕੀਟ ਦੇ ਦਬਦਬੇ ਅਤੇ ਸਭ ਤੋਂ ਉੱਪਰ ਸ਼ੇਅਰਧਾਰਕਾਂ (shareholders) ਦੇ ਮੁਨਾਫ਼ੇ ਨੂੰ ਪਹਿਲ ਦਿੰਦਾ ਹੈ। ਹਾਲਾਂਕਿ ਇਹ ਕਾਰਕ ਥੋੜ੍ਹੇ ਸਮੇਂ ਲਈ ਵਿਕਾਸ ਨੂੰ ਵਧਾ ਸਕਦੇ ਹਨ, ਪਰ ਮੁਨਾਫ਼ੇ 'ਤੇ ਵਿਸ਼ੇਸ਼ ਧਿਆਨ ਦੇਣ ਕਾਰਨ ਵੱਡੇ ਪੱਧਰ 'ਤੇ ਨੈਤਿਕ ਗਿਰਾਵਟ, ਕਾਰਪੋਰੇਟ ਘੁਟਾਲੇ ਅਤੇ ਸਮਾਜਿਕ ਨੁਕਸਾਨ ਹੋਇਆ ਹੈ। ਸਿੱਖ ਸਿਧਾਂਤ, ਜੋ ਕਿ ਨੈਤਿਕ ਦਲੀਲੀ ਅਤੇ ਨਿਆਂ ਦੀ ਨੀਂਹ ਉੱਪਰ ਖੜ੍ਹੇ ਹਨ, ਇੱਕ ਅਜਿਹਾ ਪਰਿਵਰਤਨਸ਼ੀਲ ਨੈਤਿਕ ਢਾਂਚਾ ਪ੍ਰਦਾਨ ਕਰਦੇ ਹਨ ਜੋ ਸਮਾਜ ਦੀ ਮੰਗ ਕਰਦਾ ਹੈ ਕਿ ਉਹ ਆਰਥਿਕ ਸਫ਼ਲਤਾ ਨੂੰ ਮਨੁੱਖਤਾਵਾਦੀ, ਟਿਕਾਊ ਅਤੇ ਭਰੋਸੇਯੋਗ ਅਭਿਆਸਾਂ ਨਾਲ ਇਕਸਾਰ ਕਰਨ। ਸੰਗਠਨਾਤਮਕ ਲੀਡਰਸ਼ਿਪ ਵਿੱਚ ਸਿੱਖ ਕਦਰਾਂ-ਕੀਮਤਾਂ ਨੂੰ ਜੋੜਨਾ ਕਾਰੋਬਾਰਾਂ ਨੂੰ ਸਿਰਫ਼ ਸਵਾਰਥਾਂ ਤੋਂ ਉੱਪਰ ਉੱਠਣ ਅਤੇ ਇੱਕ ਉੱਚ ਸਮਾਜਿਕ ਅਤੇ ਨੈਤਿਕ ਉਦੇਸ਼ ਨੂੰ ਪੂਰਾ ਕਰਨ ਲਈ ਪ੍ਰੇਰਿਤ ਕਰਦਾ ਹੈ। — [28, 330, 246, 544]
paragraph: ਸਿੱਖ ਧਰਮ ਦਾ ਇੱਕ ਮੁੱਖ ਸਿਧਾਂਤ ਇਹ ਹੈ ਕਿ ਮਨੁੱਖੀ ਜੀਵਨ ਇੱਕ ਉੱਚੇ ਨੈਤਿਕ ਉਦੇਸ਼ ਦੀ ਸੇਵਾ ਕਰਨ ਲਈ ਹੈ ਜੋ ਸਵਾਰਥ ਅਤੇ ਪਦਾਰਥਕ ਭੁੱਖ ਤੋਂ ਉੱਪਰ ਹੈ। ਕਾਰੋਬਾਰ ਦੇ ਬਜਾਏ ਅਤੇ ਵਿਕਾਸ ਲਈ ਮੁਨਾਫ਼ਾ ਜ਼ਰੂਰੀ ਹੋ ਸਕਦਾ ਹੈ, ਪਰ ਸਿੱਖ ਫ਼ਲਸਫ਼ਾ ਸਪੱਸ਼ਟ ਤੌਰ 'ਤੇ ਇਸ ਵਿਚਾਰ ਨੂੰ ਰੱਦ ਕਰਦਾ ਹੈ ਕਿ ਮੁਨਾਫ਼ਾ ਹੀ ਮਨੁੱਖੀ ਕੋਸ਼ਿਸ਼ਾਂ ਦਾ ਇੱਕਮਾਤਰ ਜਾਂ ਮੁੱਖ ਉਦੇਸ਼ ਹੋਣਾ ਚਾਹੀਦਾ ਹੈ। — [28, 719, 246, 809]
paragraph: ਵਾਜਬ ਮੁਨਾਫ਼ਾ ਕਮਾਉਣਾ ਸਵੀਕਾਰਯੋਗ ਅਤੇ ਜ਼ਰੂਰੀ ਹੈ, ਪਰ ਸਿੱਖ ਧਰਮ ਲਾਲਚ, ਹੇਰਾਫੇਰੀ ਜਾਂ ਲਾਲਚ ਦੁਆਰਾ ਦੌਲਤ ਇਕੱਠੀ ਕਰਨ ਦੀ ਸਖ਼ਤ ਨਿੰਦਾ ਕਰਦਾ ਹੈ। ਸਿੱਖ ਵਿਚਾਰਧਾਰਾ ਵਿੱਚ, ਦੌਲਤ ਇਕ ਅਤੇ ਲੋਕਾਂ ਦੇ ਭਲੇ ਲਈ ਇੱਕ ਸਾਧਨ ਹੈ—ਨੈਤਿਕਤਾ ਨਾਲ ਸਮਝੌਤਾ ਕਰਨ ਦਾ ਲਾਇਸੰਸ ਨਹੀਂ। — [28, 1187, 246, 1262]
author-name: ਡਾ. ਗੁਰਿੰਦਰ ਸਿੰਘ ਗਰੇਵਾਲ — [41, 182, 117, 191]
paragraph: • ਜ਼ਿੰਮੇਵਾਰ ਸਿਹਤ ਸੰਭਾਲ (healthcare) ਅਤੇ ਬੀਮਾ ਅਭਿਆਸ — [468, 1159, 683, 1187]
paragraph: ਸਿੱਖ ਗੁਰੂ ਸਾਹਿਬਾਨ ਨੇ ਸਿਖਾਇਆ ਕਿ ਸਾਰੇ ਮਨੁੱਖ ਇੱਕੋ ਸਿਰਜਣਹਾਰ ਦੀ ਜੋਤ ਹਨ। ਜਦੋਂ ਸੰਸਥਾਵਾਂ ਸੱਚਮੁੱਚ ਇਸ ਸਿਧਾਂਤ ਨੂੰ ਆਪਣੇ ਅੰਦਰ ਉਤਾਰ ਲੈਂਦੀਆਂ ਹਨ, ਤਾਂ ਵਪਾਰ ਸਿਰਫ਼ ਇੱਕ ਆਰਥਿਕ ਗਤੀਵਿਧੀ ਨਹੀਂ ਰਹਿ ਜਾਂਦਾ—ਇਹ ਮਨੁੱਖੀ ਤਰੱਕੀ, ਨਿਆਂ ਅਤੇ ਸਮੂਹਿਕ ਭਲਾਈ ਦਾ ਇੱਕ ਸਾਧਨ ਬਣ ਜਾਂਦਾ ਹੈ। — [906, 1530, 1108, 1620]
paragraph: ਸਿੱਖੀ ਤੋਂ ਪ੍ਰੇਰਿਤ ਇੱਕ ਸੰਗਠਨਾਤਮਕ ਆਗੂ: — [686, 392, 838, 404]
main-headline: ਅਮਰੀਕੀ ਵਪਾਰ ਅਤੇ ਸਮਾਜ 'ਚ ਵਪਾਰਕ ਸਫ਼ਲਤਾ ਅਤੇ ਨੈਤਿਕਤਾ ਦਾ ਸੁਮੇਲ — [50, 268, 1086, 312]
article-column-1 — [28, 328, 246, 1584]
paragraph: • ਕੀਮਤਾਂ ਵਿੱਚ ਇਮਾਨਦਾਰੀ ਬਣਾਈ ਰੱਖੇਗਾ। — [28, 1125, 183, 1137]
paragraph: • ਧੋਖਾਧੜੀ ਵਾਲੇ ਇਸ਼ਤਿਹਾਰਾਂ ਨੂੰ ਰੱਦ ਕਰੇਗਾ। — [28, 1109, 186, 1121]
page-number: 21 — [1068, 36, 1105, 66]
section-title: ਸਾਡੇ ਲੋਕ — [728, 34, 821, 67]
paragraph: ਇਹ ਸੰਤੁਲਨ ਇਨ੍ਹਾਂ ਚੀਜ਼ਾਂ ਨੂੰ ਘਟਾਉਣ ਵਿੱਚ ਮਦਦ ਕਰ ਸਕਦਾ ਹੈ: — [686, 1253, 901, 1280]
paragraph: • ਕਰਮਚਾਰੀਆਂ ਨਾਲ ਨੈਤਿਕ ਵਿਹਾਰ — [28, 1468, 154, 1480]
paragraph: • ਰਾਜਨੀਤੀ — [906, 969, 948, 981]
paragraph: • ਟੀਮ ਦਾ ਤਾਲਮੇਲ — [686, 925, 754, 937]
paragraph: 4. ਦਇਆ ਅਤੇ ਨੈਤਿਕ ਜ਼ਿੰਮੇਵਾਰੀ — [468, 863, 587, 875]
paragraph: 8. ਸਰਕਾਰ ਅਤੇ ਜਨਤਕ ਪ੍ਰਸ਼ਾਸਨ ਲਈ ਮਹੱਤਤਾ — [906, 688, 1080, 700]
paragraph: ਸਿੱਖ ਧਰਮ ਦੀਆਂ ਸਭ ਤੋਂ ਕ੍ਰਾਂਤੀਕਾਰੀ ਸਿੱਖਿਆਵਾਂ ਵਿੱਚੋਂ ਇੱਕ ਹੈ ਸਾਰੇ ਮਨੁੱਖਾਂ ਦੀ ਪੂਰਨ ਬਰਾਬਰੀ। ਗੁਰੂ ਨਾਨਕ ਦੇਵ ਜੀ ਨੇ ਘੋਸ਼ਣਾ ਕੀਤੀ ਕਿ ਸਾਰੇ ਲੋਕ ਇੱਕੋ ਹੀ ਰੱਬੀ ਜੋਤ ਦਾ ਰੂਪ ਹਨ, ਚਾਹੇ ਉਨ੍ਹਾਂ ਦੀ: — [250, 1019, 465, 1077]
paragraph: ਹਾਲਾਂਕਿ, ਪਦਾਰਥਕ ਸਫ਼ਲਤਾ ਹਮੇਸ਼ਾ ਨੈਤਿਕ ਅਨੁਸ਼ਾਸਨ ਦੇ ਅਧੀਨ ਹੋਣੀ ਚਾਹੀਦੀ ਹੈ। ਆਧੁਨਿਕ ਪੂੰਜੀਵਾਦ (capitalism) ਕਈ ਵਾਰ ਬੇਅੰਤ ਖਪਤ, ਬਹੁਤ ਜ਼ਿਆਦਾ ਲਾਲਚ ਅਤੇ ਰੁਤਬੇ ਦੇ ਦਿਖਾਵੇ ਨੂੰ ਵਧਾਵਾ ਦਿੰਦਾ ਹੈ। ਸਿੱਖ ਫ਼ਲਸਫ਼ਾ ਇਸ ਵਿੱਚ ਸੰਤੁਲਨ ਸਿਖਾਉਂਦਾ ਹੈ: — [686, 1112, 901, 1187]
paragraph: ਸਿੱਟਾ (Conclusion) — [906, 1047, 996, 1059]
paragraph: ਇਹ ਸਿਧਾਂਤ ਸਿੱਖ ਦੇ ਸੇਵਾ (ਨਿਸ਼ਕਾਮ ਸੇਵਾ) ਦੇ ਸੰਕਲਪ ਨਾਲ ਡੂੰਘਾ ਜੁੜਿਆ ਹੋਇਆ ਹੈ। ਸੇਵਾ ਦਾ ਮਤਲਬ ਆਰਥਿਕ ਗਤੀਵਿਧੀਆਂ ਨੂੰ ਛੱਡਣਾ ਨਹੀਂ ਹੈ। ਬਲਕਿ, ਇਸਦਾ ਮਤਲਬ ਆਰਥਿਕ ਗਤੀਵਿਧੀਆਂ ਨੂੰ ਨੈਤਿਕ ਅਤੇ ਜ਼ਿੰਮੇਵਾਰ ਤਰੀਕੇ ਨਾਲ ਚਲਾਉਣਾ ਹੈ। — [28, 969, 246, 1043]
page-header — [28, 28, 1108, 78]
poster-subtitle: TRANSFORMING AMERICAN BUSINESS AND SOCIETY — [669, 528, 840, 555]
paragraph: • ਮਾਨਸਿਕ ਥਕਾਵਟ (burnout) — [686, 1284, 805, 1296]
paragraph: ਨਸਲ, ਰਾਜਨੀਤੀ ਅਤੇ ਸਮਾਜਿਕ ਪਛਾਣ ਦੇ ਨਾਮ 'ਤੇ ਵੰਡੇ ਹੋਏ ਸਮਾਜ ਵਿੱਚ, ਸਿੱਖ ਸਿਧਾਂਤ ਇੱਕ ਪਰਖਿਆ ਹੋਇਆ ਅਤੇ ਮਜ਼ਬੂਤ ਨੈਤਿਕ ਢਾਂਚਾ ਪੇਸ਼ ਕਰਦੇ ਹਨ ਜੋ ਅਮਰੀਕੀ ਸੰਸਥਾਵਾਂ ਨੂੰ ਆਪਸ ਵਿੱਚ ਸਾਂਝੀ ਮਨੁੱਖਤਾ ਦੇ ਦੁਆਲੇ ਇੱਕਜੁੱਟ ਕਰ ਸਕਦਾ ਹੈ। ਸਿੱਖ ਫ਼ਲਸਫ਼ਾ ਸਿਰਫ਼ ਇੱਕ ਕਲਪਨਾ ਨਹੀਂ ਹੈ, ਬਲਕਿ ਇਹ ਅਜਿਹੇ ਵਿਹਾਰਕ ਸਾਧਨ ਅਤੇ ਇਤਿਹਾਸਕ ਉਦਾਹਰਣਾਂ ਪ੍ਰਦਾਨ ਕਰਦਾ ਹੈ ਜੋ ਵਪਾਰਕ ਅਤੇ ਨਾਗਰਿਕ ਲੀਡਰਸ਼ਿਪ ਨੂੰ ਨਿਆਂ, ਦਇਆ ਅਤੇ ਹਰ ਵਿਅਕਤੀ ਦੀ ਅੰਦਰੂਨੀ — [468, 345, 683, 466]
paragraph: ਸਿੱਖ ਸਿਧਾਂਤਾਂ ਦੁਆਰਾ ਨਿਰਦੇਸ਼ਿਤ ਇੱਕ ਕਾਰੋਬਾਰ: — [28, 1047, 199, 1059]
paragraph: ਅਮਰੀਕੀ ਸੰਸਥਾਵਾਂ ਇਸ ਸਿਧਾਂਤ ਨੂੰ ਇਹਨਾਂ ਰਾਹੀਂ ਲਾਗੂ ਕਰ ਸਕਦੀਆਂ ਹਨ: — [906, 423, 1108, 451]
editor-note-box — [28, 80, 1108, 215]
paragraph: • ਸਾਰਥਕ ਪਰਉਪਕਾਰ (meaningful philanthropy) — [906, 454, 1108, 482]
paragraph: ਇਸ ਨੂੰ ਇਹ ਵੀ ਪੁੱਛਣਾ ਚਾਹੀਦਾ ਹੈ: — [906, 1437, 1027, 1449]
paragraph: ਰਚਨਾਤਮਕਤਾ ਨੂੰ ਵਧਾਉਂਦਾ ਹੈ। — [468, 330, 576, 341]
paragraph: ਮੁੱਖ ਨੁਕਤਾ: ਕਰਮਚਾਰੀਆਂ ਦਾ ਸਤਿਕਾਰ ਵਫ਼ਾਦਾਰੀ ਅਤੇ — [250, 1549, 443, 1561]
paragraph: • ਸਿਹਤ ਸੰਭਾਲ (healthcare) — [906, 922, 1023, 934]
paragraph: • ਜਨਤਕ ਭਰੋਸੇਯੋਗਤਾ — [686, 941, 764, 953]
paragraph: • ਲੀਡਰਸ਼ਿਪ ਨੂੰ ਹੰਕਾਰ ਅਤੇ ਕੁਲੀਨ ਮਾਨਸਿਕਤਾ ਤੋਂ ਬਚਣਾ ਚਾਹੀਦਾ ਹੈ। — [250, 1424, 465, 1452]
paragraph: • ਜ਼ਹਿਰੀਲਾ ਕੰਮ ਦਾ ਸੱਭਿਆਚਾਰ (toxic workplace culture) — [686, 1315, 901, 1342]
article-column-3-bottom — [468, 830, 683, 1584]
paragraph: • ਕਮੀ (shortages) ਦੇ ਸਮੇਂ ਵੀ ਸਹੀ ਕੀਮਤਾਂ ਰੱਖਣਾ — [468, 1143, 658, 1155]
paragraph: • ਕਰਮਚਾਰੀਆਂ ਦਾ ਭਰੋਸਾ — [686, 878, 779, 890]
paragraph: ਸਿੱਖਾਂ ਦਾ 'ਵੰਡ ਛਕਣਾ'—ਭਾਵ ਦੂਜਿਆਂ ਨਾਲ ਸਾਂਝਾ ਕਰਨਾ—ਦਾ ਸੰਕਲਪ ਸਮਾਜਿਕ ਜ਼ਿੰਮੇਵਾਰੀ ਨੂੰ ਉਤਸ਼ਾਹਿਤ ਕਰਦਾ ਹੈ। ਦੌਲਤ ਸਿਰਫ਼ ਨਿੱਜੀ ਐਸ਼ੋ-ਆਰਾਮ 'ਤੇ ਹੀ ਕੇਂਦਰਿਤ ਨਹੀਂ ਰਹਿਣੀ ਚਾਹੀਦੀ ਜਦੋਂ ਕਿ ਸਮਾਜ ਦੁੱਖ ਭੋਗ ਰਿਹਾ ਹੋਵੇ। — [906, 361, 1108, 419]
paragraph: ਸਿੱਖ ਗੁਰੂਆਂ ਨੇ ਹਮੇਸ਼ਾ ਜ਼ੁਲਮ ਅਤੇ ਸੱਤਾ ਦੀ ਦੁਰਵਰਤੋਂ ਦਾ ਵਿਰੋਧ ਕੀਤਾ। ਇਸ ਲਈ, ਸਿੱਖ ਫ਼ਲਸਫ਼ਾ ਲੀਡਰਸ਼ਿਪ ਵਿੱਚ ਨੈਤਿਕ ਦਲੇਰੀ ਨੂੰ ਉਤਸ਼ਾਹਿਤ ਕਰਦਾ ਹੈ। ਚਾਹੇ ਕੋਈ ਵਿਅਕਤੀ: — [906, 860, 1108, 918]
paragraph: ਸ੍ਰੀ ਗੁਰੂ ਸਾਹਿਬਾਨ ਨੇ ਸਿਖਾਇਆ ਕਿ ਇਮਾਨਦਾਰੀ ਨਾਲ ਕਮਾਈ ਗਈ ਅਤੇ ਜ਼ਿੰਮੇਵਾਰੀ ਨਾਲ ਵਰਤੀ ਗਈ ਦੌਲਤ ਇੱਕ ਅਜਿਹੇ ਨੈਤਿਕ ਜੀਵਨ ਦਾ ਸਮਰਥਨ ਕਰਦੀ ਹੈ ਜੋ ਨਿੱਜੀ ਲੋੜਾਂ ਅਤੇ ਸਮਾਜਿਕ ਭਲਾਈ ਦੋਵਾਂ ਦੀ ਸੇਵਾ ਕਰਦਾ ਹੈ। — [28, 1265, 246, 1324]
paragraph: • ਨਿਰਪੱਖਤਾ ਅਤੇ ਨਿਆਂ ਨੈਤਿਕ ਜ਼ਿੰਮੇਵਾਰੀਆਂ ਹਨ। — [906, 844, 1084, 856]
paragraph: • 'ਕੀ ਅਸੀਂ ਸਮਾਜ ਨੂੰ ਬਿਹਤਰ ਬਣਾ ਰਹੇ ਹਾਂ?' — [906, 1483, 1064, 1495]
paragraph: • ਕਾਨੂੰਨ ਦੇ ਨਿਯਮਾਂ ਅਤੇ ਭਾਵਨਾਵਾਂ ਦੋਵਾਂ ਦੀ ਪਾਲਣਾ ਕਰਨਾ — [28, 1499, 231, 1511]
paragraph: • ਨਸਲ (race) — [250, 1081, 310, 1093]
paragraph: ਗੁਰੂ ਨਾਨਕ ਦੇਵ ਜੀ ਨੇ ਕਿਰਤ ਕਰਨੀ—ਭਾਵ ਇਮਾਨਦਾਰੀ ਦੀ ਕਮਾਈ ਨਾਲ ਆਪਣੀ ਆਜੀਵਿਕਾ ਕਮਾਉਣ ਦਾ ਸਿਧਾਂਤ ਸਿਖਾਇਆ। ਆਧੁਨਿਕ ਸੰਸਥਾਵਾਂ ਲਈ ਇਸ ਸੰਕਲਪ ਦੇ ਬਹੁਤ ਵੱਡੇ ਅਰਥ ਹਨ। — [28, 1343, 246, 1402]
ik-onkar-symbol: ੴ — [289, 535, 327, 570]
paragraph: • ਸਰਕਾਰ ਨਾਗਰਿਕਾਂ ਦੀ ਸੇਵਾ ਲਈ ਮੌਜੂਦ ਹੈ। — [906, 782, 1066, 794]
paragraph: • ਕਰਮਚਾਰੀਆਂ ਲਈ ਹਮੇਸ਼ਾ ਉਪਲਬਧ (accessible) — [686, 454, 901, 466]
paragraph: ਇਹ ਸਿਧਾਂਤ ਹੈਲਥਕੇਅਰ, ਵਿੱਤ (finance), ਹਾਉਸਿੰਗ, ਬੀਮਾ ਅਤੇ ਫਾਰਮਾਸਿਊਟੀਕਲ ਵਰਗੇ ਉਦਯੋਗਾਂ ਵਿੱਚ ਖਾਸ ਤੌਰ 'ਤੇ ਮਹੱਤਵਪੂਰਨ ਹੈ, ਜਿੱਥੇ ਕਮਜ਼ੋਰ ਵਿਅਕਤੀਆਂ ਦਾ ਆਸਾਨੀ ਨਾਲ ਸ਼ੋਸ਼ਣ ਕੀਤਾ ਜਾ ਸਕਦਾ ਹੈ। — [468, 1237, 683, 1296]
meeting-illustration — [247, 470, 899, 826]
paragraph: • ਭਾਈਚਾਰਕ ਨਿਵੇਸ਼ (community investment) — [906, 485, 1101, 497]
issue-date: 20-26 ਮਈ 2026 — [893, 42, 1034, 62]
paragraph: • ਨੈਤਿਕ ਤੌਰ 'ਤੇ ਜੀਓ — [686, 1221, 763, 1233]
paragraph: ਮੁੱਖ ਨੁਕਤਾ: ਭਰੋਸਾ ਬਣਾਈ ਰੱਖਣ ਲਈ ਵਿੱਤੀ ਅਤੇ ਨੈਤਿਕ ਟੀਚਿਆਂ ਵਿੱਚ ਸੰਤੁਲਨ ਜ਼ਰੂਰੀ ਹੈ। — [686, 1424, 901, 1452]
paragraph: • ਅਨੈਤਿਕ ਮੁਕਾਬਲਾ — [686, 1299, 759, 1311]
paragraph: • ਵਾਤਾਵਰਣ ਸੰਬੰਧੀ ਜ਼ਿੰਮੇਵਾਰੀ — [906, 532, 1012, 544]
paragraph: • ਇਮਾਨਦਾਰੀ ਬ੍ਰਾਂਡ ਦੀ ਸਾਖ ਨੂੰ ਮਜ਼ਬੂਤ ਕਰਦੀ ਹੈ। — [250, 956, 432, 968]
paragraph: 6. ਨੈਤਿਕ ਅਨੁਸ਼ਾਸਨ ਨਾਲ ਪਦਾਰਥਕ ਸਫ਼ਲਤਾ ਦਾ ਸੰਤੁਲਨ — [686, 1003, 889, 1015]
paragraph: ਮੁੱਖ ਤਰਕ ਹੈ। — [906, 330, 956, 341]
paragraph: • ਵਪਾਰ — [906, 984, 936, 996]
paragraph: ਅੱਜ ਦੇ ਕਾਰਪੋਰੇਟ ਸੱਭਿਆਚਾਰ ਵਿੱਚ, ਕਾਰੋਬਾਰ ਕਈ ਵਾਰ ਗਾਹਕਾਂ ਨੂੰ ਸਿਰਫ਼ 'ਉਪਭੋਗਤਾ' ਜਾਂ 'ਟਾਰਗੇਟ' ਵਜੋਂ ਦੇਖਦੇ ਹਨ। ਸਿੱਖ ਫ਼ਲਸਫ਼ਾ ਇਸ ਮਾਨਸਿਕਤਾ ਨੂੰ ਚੁਣੌਤੀ ਦਿੰਦਾ ਹੈ। ਹਰ ਗਾਹਕ ਇੱਕ ਮਨੁੱਖ ਹੈ ਜੋ ਸਨਮਾਨ, ਨਿਰਪੱਖਤਾ, ਇਮਾਨਦਾਰੀ ਅਤੇ ਦਇਆ ਦਾ ਹੱਕਦਾਰ ਹੈ। ਸੰਸਥਾਵਾਂ ਨੂੰ ਨਾ ਸਿਰਫ਼ ਇਹ ਪੁੱਛਣਾ ਚਾਹੀਦਾ ਹੈ: — [28, 813, 246, 903]
paragraph: • ਬਰਾਬਰੀ — [906, 1172, 945, 1184]
paragraph: 'ਅਸੀਂ ਮਨੁੱਖਤਾ ਲਈ ਕਿੰਨਾ ਮੁੱਲ (value) ਪੈਦਾ ਕਰ ਸਕਦੇ ਹਾਂ?' — [28, 938, 246, 965]
paragraph: ਇਸ ਸਿਧਾਂਤ ਦੇ ਅਮਰੀਕੀ ਸੰਸਥਾਵਾਂ ਅਤੇ ਨਾਗਰਿਕ ਸੰਸਥਾਵਾਂ ਲਈ ਡੂੰਘੇ ਅਰਥ ਹਨ। ਸਿੱਖ ਫ਼ਲਸਫ਼ਾ ਮਨੁੱਖੀ ਮਨੁੱਖਤਾ ਦੀ ਬਰਾਬਰ ਕਦਰਦਾਨੀ ਨੂੰ ਸਿਰਫ਼ ਬਰਦਾਸ਼ਤ (tolerate) ਕਰਨ ਦੀ ਬਜਾਏ, ਉਸ ਨੂੰ ਦਿਲੋਂ ਸਵੀਕਾਰ ਕਰਦਾ ਹੈ, ਇਹ ਵਿਭਿੰਨਤਾ (diversity) ਅਤੇ ਸ਼ਮੂਲੀਅਤ (inclusion) ਦੀਆਂ ਆਮ ਧਾਰਨਾਵਾਂ ਨਾਲੋਂ ਕਿਤੇ ਵੱਧ ਡੂੰਘਾ ਹੈ। — [250, 1175, 465, 1265]
paragraph: • ਆਲੋਚਨਾ ਨੂੰ ਰਚਨਾਤਮਕ ਤੌਰ 'ਤੇ ਸਵੀਕਾਰ ਕਰੇਗਾ। — [686, 439, 872, 451]
paragraph: • 'ਕੀ ਅਸੀਂ ਮਨੁੱਖਤਾ ਦੀ ਸੇਵਾ ਕਰ ਰਹੇ ਹਾਂ ਜਾਂ ਇਸਦਾ ਸ਼ੋਸ਼ਣ ਕਰ ਰਹੇ ਹਾਂ?' — [906, 1499, 1108, 1527]
article-column-4-top — [686, 328, 901, 468]
paragraph: • ਮੁਸ਼ਕਲਾਂ ਦਾ ਸਾਹਮਣਾ ਕਰ ਰਹੇ ਕਰਮਚਾਰੀਆਂ ਪ੍ਰਤੀ ਹਮਦਰਦੀ — [468, 1190, 683, 1218]
paragraph: 2. ਇਮਾਨਦਾਰੀ ਦੀ ਲੋੜ: ਕਿਰਤ ਕਰਨੀ ਦਾ ਸਿਧਾਂਤ — [28, 1328, 206, 1339]
